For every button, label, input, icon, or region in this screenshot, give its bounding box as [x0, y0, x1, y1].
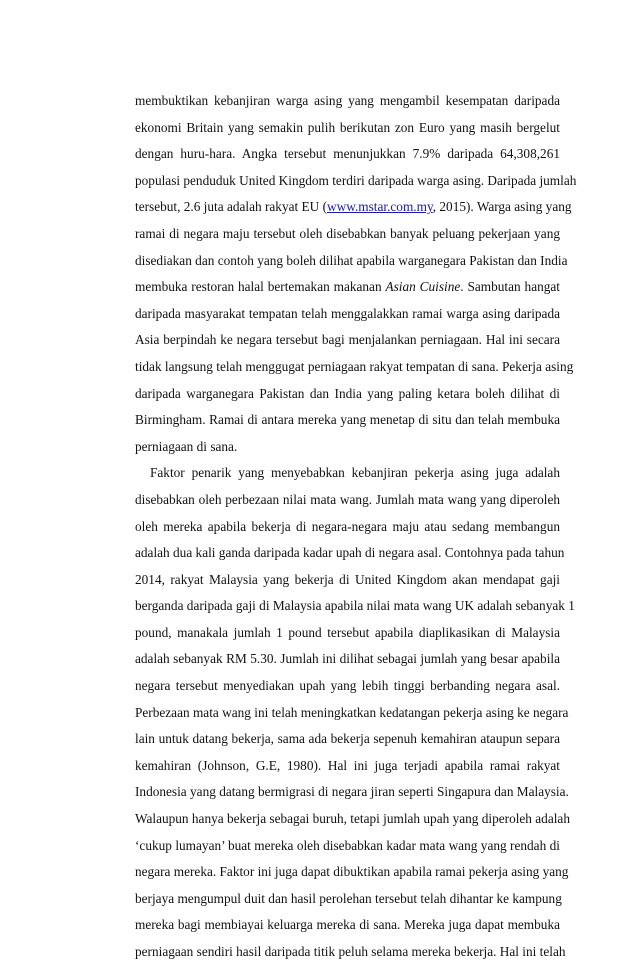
- text-segment: . Sambutan hangat: [460, 279, 560, 295]
- text-line: adalah sebanyak RM 5.30. Jumlah ini dilihat sebagai jumlah yang besar apabila: [135, 651, 560, 667]
- text-line: Birmingham. Ramai di antara mereka yang menetap di situ dan telah membuka: [135, 412, 560, 428]
- text-line: Walaupun hanya bekerja sebagai buruh, tetapi jumlah upah yang diperoleh adalah: [135, 811, 570, 827]
- italic-term: Asian Cuisine: [385, 279, 461, 295]
- text-line: Faktor penarik yang menyebabkan kebanjiran pekerja asing juga adalah: [150, 465, 560, 481]
- paragraph-2: [135, 460, 575, 965]
- text-line-with-italic: [135, 274, 560, 301]
- text-line: negara tersebut menyediakan upah yang lebih tinggi berbanding negara asal.: [135, 678, 560, 694]
- text-line: ekonomi Britain yang semakin pulih berikutan zon Euro yang masih bergelut: [135, 119, 560, 135]
- text-line: oleh mereka apabila bekerja di negara-negara maju atau sedang membangun: [135, 518, 560, 534]
- text-line: kemahiran (Johnson, G.E, 1980). Hal ini juga terjadi apabila ramai rakyat: [135, 757, 560, 773]
- paragraph-1: [135, 88, 577, 460]
- text-line: berganda daripada gaji di Malaysia apabila nilai mata wang UK adalah sebanyak 1: [135, 598, 575, 614]
- document-body: [135, 88, 577, 966]
- text-line: perniagaan di sana.: [135, 438, 238, 454]
- text-line: tidak langsung telah menggugat perniagaan rakyat tempatan di sana. Pekerja asing: [135, 358, 574, 374]
- text-line: disebabkan oleh perbezaan nilai mata wang. Jumlah mata wang yang diperoleh: [135, 491, 560, 507]
- text-line-with-link: [135, 194, 572, 221]
- text-segment: tersebut, 2.6 juta adalah rakyat EU (: [135, 199, 327, 215]
- text-line: ‘cukup lumayan’ buat mereka oleh disebabkan kadar mata wang yang rendah di: [135, 837, 560, 853]
- text-line: ramai di negara maju tersebut oleh disebabkan banyak peluang pekerjaan yang: [135, 225, 560, 241]
- text-segment: membuka restoran halal bertemakan makanan: [135, 279, 386, 295]
- text-line: perniagaan sendiri hasil daripada titik peluh selama mereka bekerja. Hal ini telah: [135, 944, 566, 959]
- text-line: berjaya mengumpul duit dan hasil perolehan tersebut telah dihantar ke kampung: [135, 890, 562, 906]
- text-line: Perbezaan mata wang ini telah meningkatkan kedatangan pekerja asing ke negara: [135, 704, 569, 720]
- text-line: Asia berpindah ke negara tersebut bagi menjalankan perniagaan. Hal ini secara: [135, 332, 560, 348]
- text-line: Indonesia yang datang bermigrasi di negara jiran seperti Singapura dan Malaysia.: [135, 784, 569, 800]
- text-line: negara mereka. Faktor ini juga dapat dibuktikan apabila ramai pekerja asing yang: [135, 864, 569, 880]
- text-line: pound, manakala jumlah 1 pound tersebut apabila diaplikasikan di Malaysia: [135, 624, 560, 640]
- text-line: daripada masyarakat tempatan telah menggalakkan ramai warga asing daripada: [135, 305, 560, 321]
- text-line: disediakan dan contoh yang boleh dilihat apabila warganegara Pakistan dan India: [135, 252, 568, 268]
- text-segment: , 2015). Warga asing yang: [432, 199, 572, 215]
- text-line: membuktikan kebanjiran warga asing yang mengambil kesempatan daripada: [135, 93, 560, 108]
- text-line: daripada warganegara Pakistan dan India yang paling ketara boleh dilihat di: [135, 385, 560, 401]
- text-line: mereka bagi membiayai keluarga mereka di sana. Mereka juga dapat membuka: [135, 917, 560, 933]
- citation-link[interactable]: www.mstar.com.my: [327, 199, 433, 215]
- text-line: 2014, rakyat Malaysia yang bekerja di United Kingdom akan mendapat gaji: [135, 571, 560, 587]
- text-line: adalah dua kali ganda daripada kadar upah di negara asal. Contohnya pada tahun: [135, 545, 565, 561]
- text-line: populasi penduduk United Kingdom terdiri daripada warga asing. Daripada jumlah: [135, 172, 577, 188]
- text-line: dengan huru-hara. Angka tersebut menunjukkan 7.9% daripada 64,308,261: [135, 146, 560, 162]
- text-line: lain untuk datang bekerja, sama ada bekerja sepenuh kemahiran ataupun separa: [135, 731, 560, 747]
